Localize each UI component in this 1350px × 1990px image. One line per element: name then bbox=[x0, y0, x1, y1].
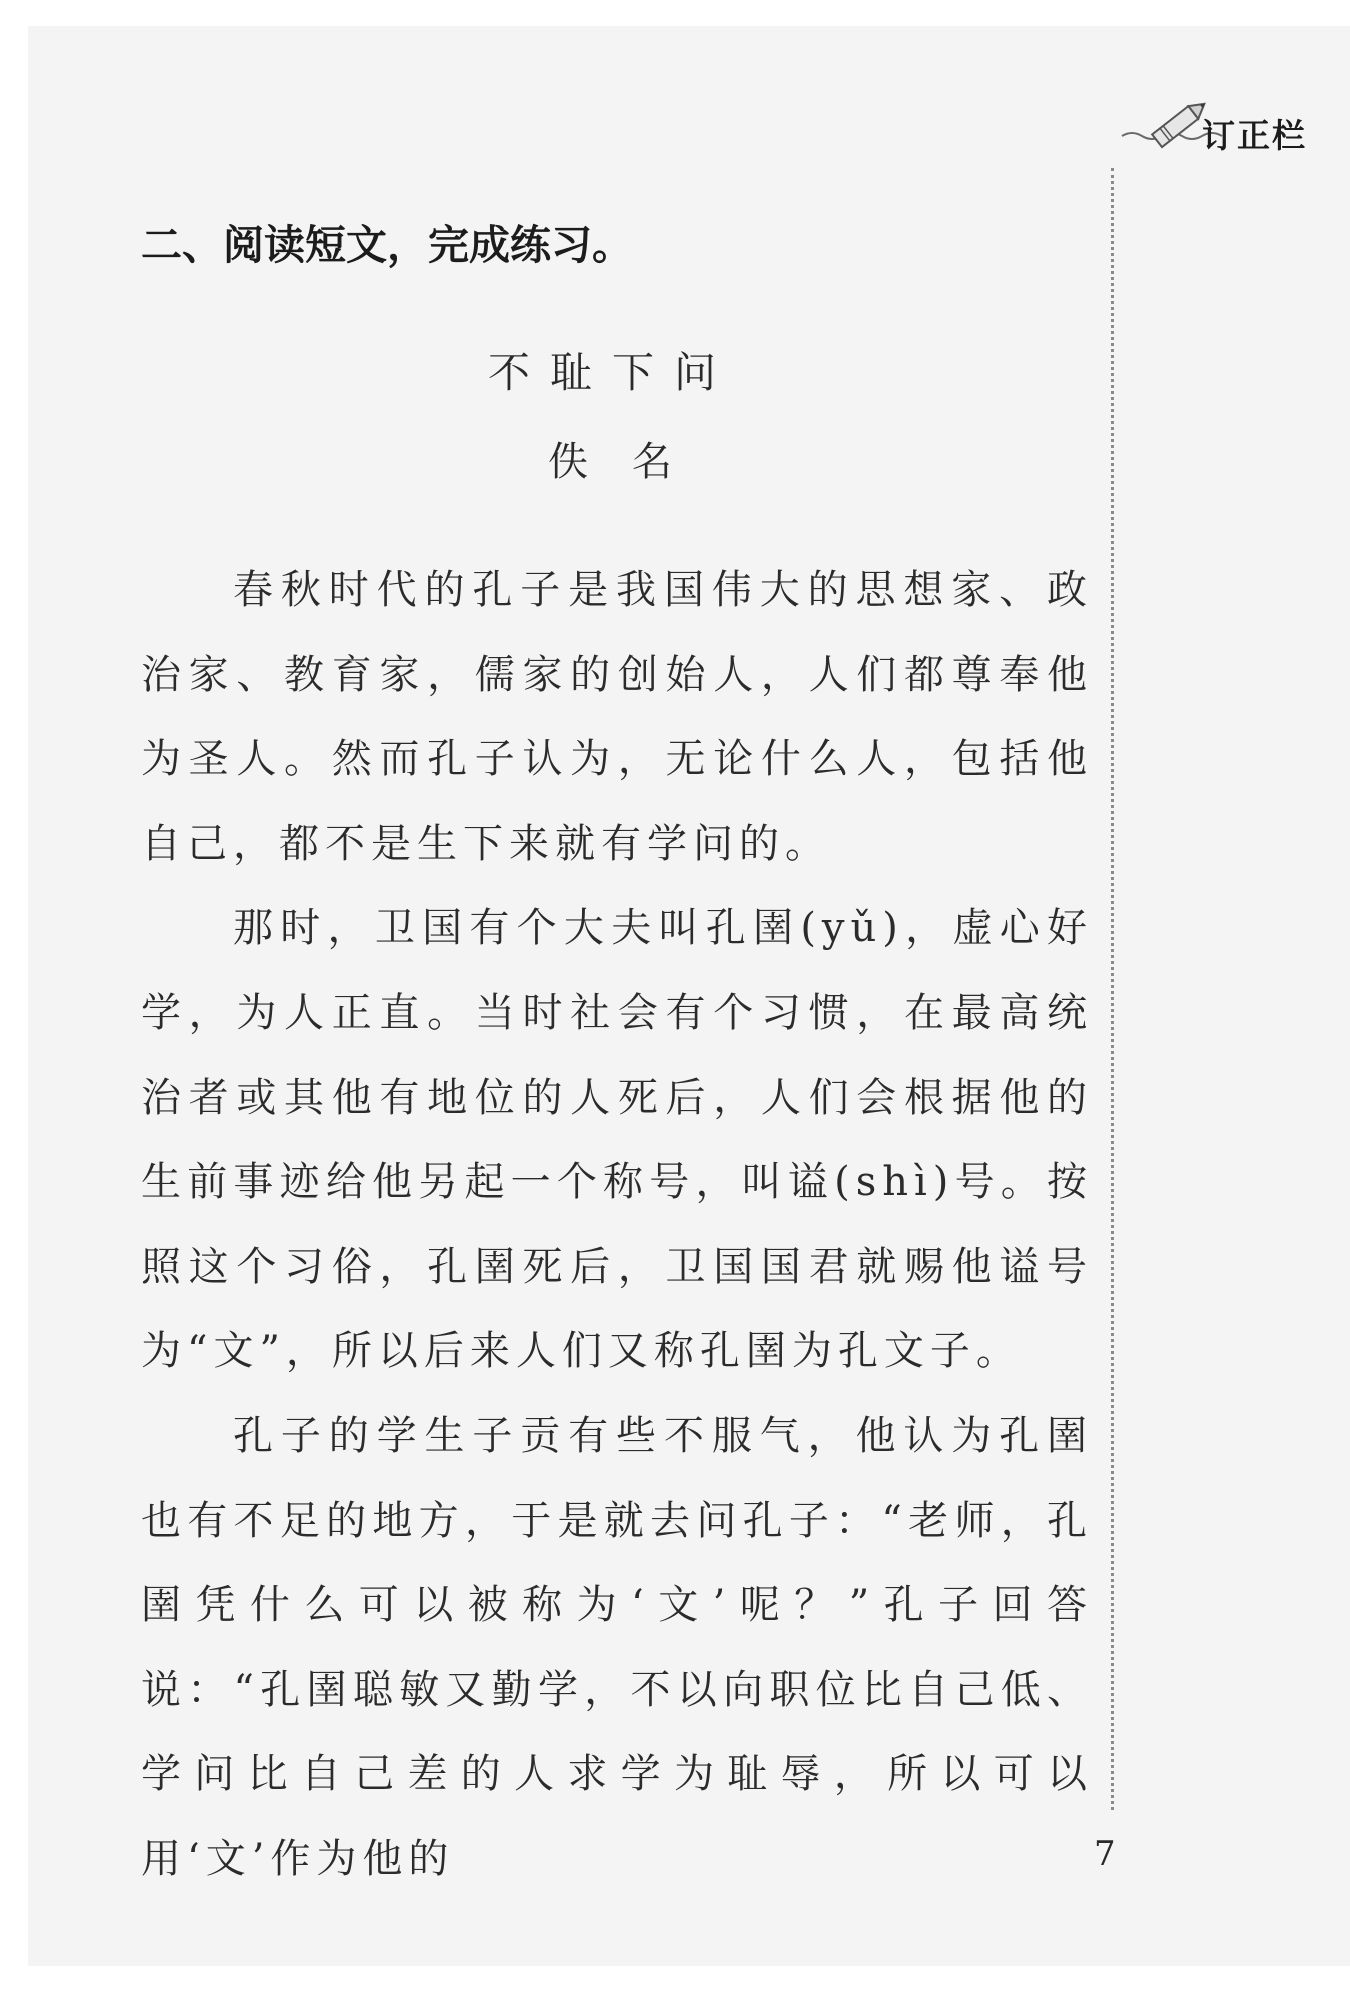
article-title: 不耻下问 bbox=[488, 348, 737, 397]
paragraph-3: 孔子的学生子贡有些不服气，他认为孔圉也有不足的地方，于是就去问孔子：“老师，孔圉凭什么可以被称为‘文’呢？”孔子回答说：“孔圉聪敏又勤学，不以向职位比自己低、学问比自己差的人求学为耻辱，所以可以用‘文’作为他的 bbox=[141, 1412, 1093, 1882]
section-heading: 二、阅读短文，完成练习。 bbox=[141, 221, 633, 269]
correction-column-label: 订正栏 bbox=[1202, 116, 1307, 155]
article-author: 佚名 bbox=[548, 439, 716, 485]
page-number: 7 bbox=[1094, 1834, 1116, 1874]
paragraph-2: 那时，卫国有个大夫叫孔圉(yǔ)，虚心好学，为人正直。当时社会有个习惯，在最高统治者或其他有地位的人死后，人们会根据他的生前事迹给他另起一个称号，叫谥(shì)号。按照这个习俗，孔圉死后，卫国国君就赐他谥号为“文”，所以后来人们又称孔圉为孔文子。 bbox=[141, 905, 1093, 1375]
correction-column-header bbox=[1118, 96, 1350, 160]
article-body bbox=[141, 548, 1093, 1902]
paragraph-1: 春秋时代的孔子是我国伟大的思想家、政治家、教育家，儒家的创始人，人们都尊奉他为圣人。然而孔子认为，无论什么人，包括他自己，都不是生下来就有学问的。 bbox=[141, 567, 1093, 867]
correction-column-divider bbox=[1111, 168, 1114, 1810]
